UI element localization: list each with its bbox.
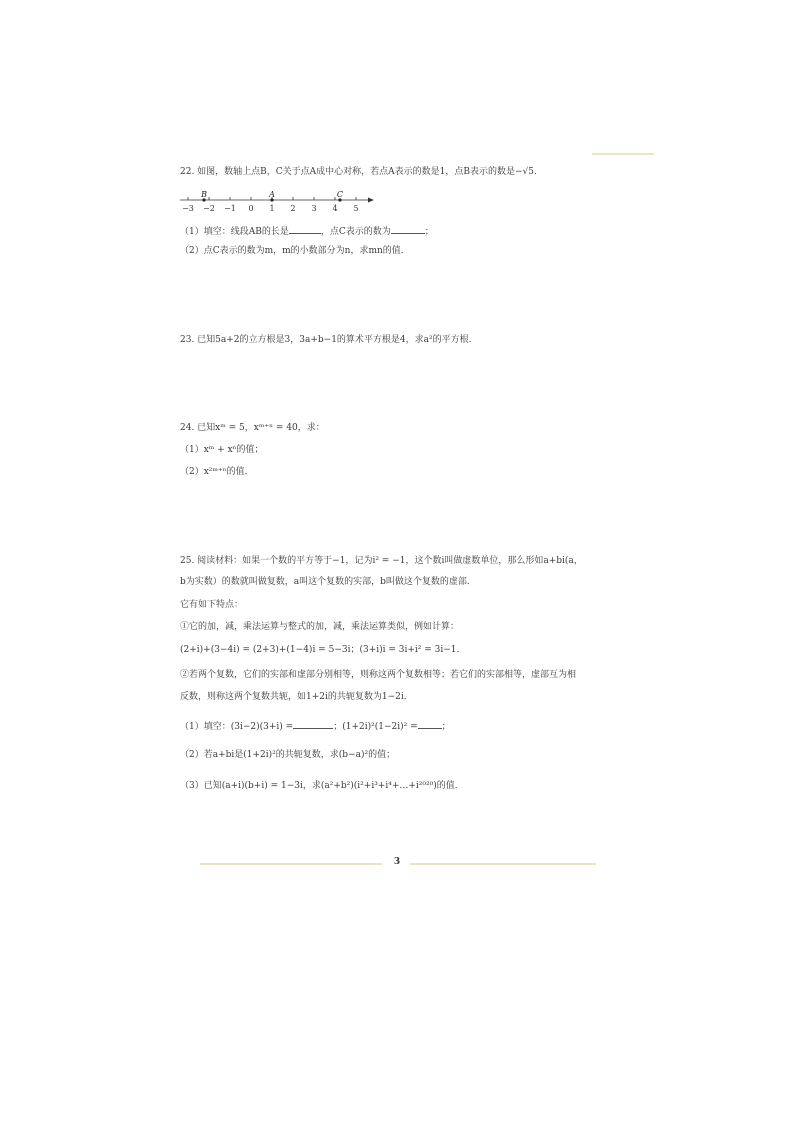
footer-rule-right	[410, 863, 596, 865]
number-line	[178, 188, 378, 218]
number-line-tick-label: 4	[332, 204, 338, 213]
q25-stem-line1: 25. 阅读材料：如果一个数的平方等于−1，记为i² = −1，这个数i叫做虚数单位，那么形如a+bi(a，	[180, 556, 583, 566]
number-line-tick-label: 0	[248, 204, 254, 213]
q22-part1-text-c: ；	[424, 227, 434, 237]
page-number: 3	[393, 857, 401, 867]
q25-part1	[180, 719, 640, 733]
q25-property-2-line2: 反数，则称这两个复数共轭，如1+2i的共轭复数为1−2i．	[180, 692, 413, 702]
number-line-tick-label: −3	[182, 204, 194, 213]
question-24	[180, 422, 640, 434]
number-line-point-label: B	[201, 190, 207, 199]
q25-property-2-line1: ②若两个复数，它们的实部和虚部分别相等，则称这两个复数相等；若它们的实部相等，虚部互为相	[180, 670, 577, 680]
q25-part2	[180, 749, 640, 761]
header-rule	[592, 153, 654, 155]
q22-answer-blank-2[interactable]	[391, 224, 425, 234]
q25-part1-text-c: ；	[441, 722, 451, 732]
q24-part1	[180, 444, 640, 456]
number-line-point-label: C	[336, 190, 344, 199]
number-line-tick-label: 2	[290, 204, 296, 213]
q25-answer-blank-2[interactable]	[418, 719, 442, 729]
q25-answer-blank-1[interactable]	[293, 719, 333, 729]
footer-rule-left	[200, 863, 382, 865]
number-line-tick-label: 5	[353, 204, 359, 213]
q22-answer-blank-1[interactable]	[289, 224, 321, 234]
q24-stem: 24. 已知xᵐ = 5，xᵐ⁺ⁿ = 40，求：	[180, 423, 325, 433]
q24-part1-text: （1）xᵐ + xⁿ的值；	[180, 445, 264, 455]
q23-stem: 23. 已知5a+2的立方根是3，3a+b−1的算术平方根是4，求a²的平方根．	[180, 335, 478, 345]
q25-properties-heading: 它有如下特点：	[180, 600, 244, 610]
q22-part1-text-b: ，点C表示的数为	[320, 227, 391, 237]
q22-part2	[180, 245, 640, 257]
q22-stem: 22. 如图，数轴上点B，C关于点A成中心对称，若点A表示的数是1，点B表示的数是−√5．	[180, 167, 544, 177]
number-line-point-label: A	[269, 190, 275, 199]
q24-part2	[180, 466, 640, 478]
q22-part1-text-a: （1）填空：线段AB的长是	[180, 227, 289, 237]
q25-part3	[180, 780, 640, 792]
question-25	[180, 555, 640, 567]
q25-property-1: ①它的加，减，乘法运算与整式的加，减，乘法运算类似，例如计算：	[180, 622, 460, 632]
q25-example: (2+i)+(3−4i) = (2+3)+(1−4)i = 5−3i；(3+i)i = 3i+i² = 3i−1．	[180, 645, 466, 655]
question-23	[180, 334, 640, 346]
number-line-tick-label: 1	[269, 204, 275, 213]
question-22	[180, 166, 640, 178]
q22-part2-text: （2）点C表示的数为m，m的小数部分为n，求mn的值．	[180, 246, 410, 256]
q25-part1-text-b: ；(1+2i)²(1−2i)² =	[333, 722, 418, 732]
number-line-arrow	[368, 198, 374, 203]
number-line-tick-label: 3	[311, 204, 317, 213]
q24-part2-text: （2）x²ᵐ⁺ⁿ的值．	[180, 467, 254, 477]
q25-part3-text: （3）已知(a+i)(b+i) = 1−3i，求(a²+b²)(i²+i³+i⁴+…+i²⁰²⁰)的值．	[180, 781, 464, 791]
q25-part1-text-a: （1）填空：(3i−2)(3+i) =	[180, 722, 294, 732]
number-line-tick-label: −2	[203, 204, 215, 213]
number-line-tick-label: −1	[224, 204, 236, 213]
q25-stem-line2: b为实数）的数就叫做复数，a叫这个复数的实部，b叫做这个复数的虚部．	[180, 577, 476, 587]
q25-part2-text: （2）若a+bi是(1+2i)²的共轭复数，求(b−a)²的值；	[180, 750, 396, 760]
q22-part1	[180, 224, 640, 238]
